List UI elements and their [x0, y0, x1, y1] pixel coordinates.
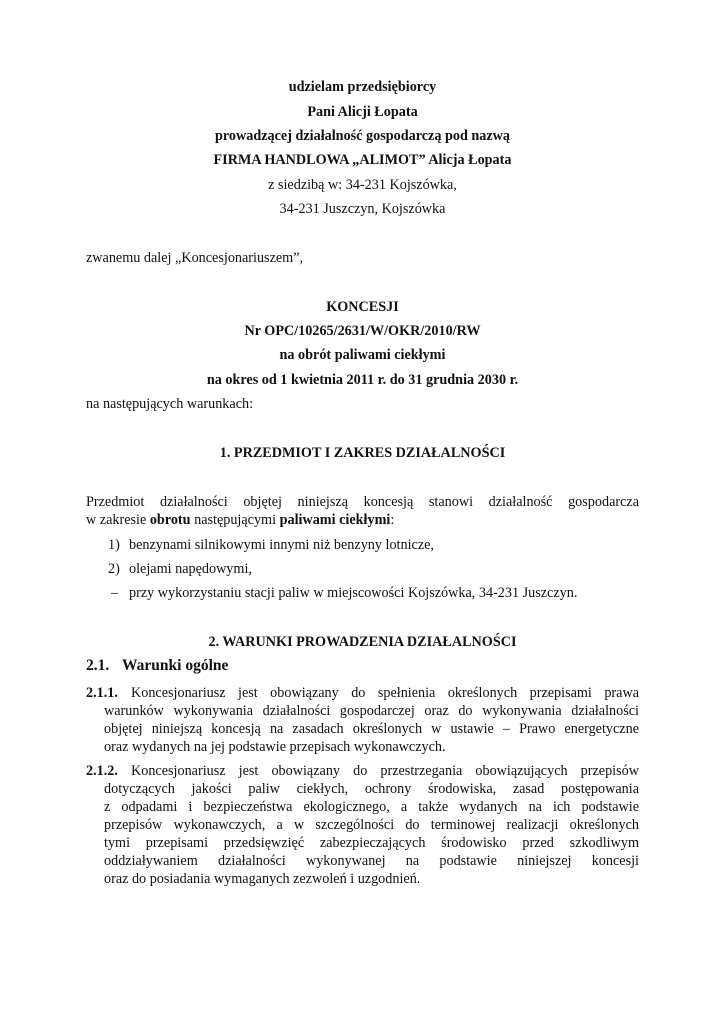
list-marker-1: 1)	[108, 537, 120, 553]
clause-2-1-2-number: 2.1.2.	[86, 763, 118, 779]
grant-line-1: udzielam przedsiębiorcy	[288, 79, 437, 95]
section2-heading: 2. WARUNKI PROWADZENIA DZIAŁALNOŚCI	[208, 634, 517, 650]
grant-line-4: FIRMA HANDLOWA „ALIMOT” Alicja Łopata	[213, 152, 512, 168]
referred-text: zwanemu dalej „Koncesjonariuszem”,	[86, 250, 304, 266]
clause-2-1-1-line-4: oraz wydanych na jej podstawie przepisach wykonawczych.	[104, 739, 446, 755]
clause-2-1-2-line-3: z odpadami i bezpieczeństwa ekologicznego, a także wydanych na ich podstawie	[104, 799, 639, 815]
section1-heading: 1. PRZEDMIOT I ZAKRES DZIAŁALNOŚCI	[219, 445, 506, 461]
clause-2-1-2-line-5: tymi przepisami przedsięwzięć zabezpieczających środowisko przed szkodliwym	[104, 835, 639, 851]
clause-2-1-2-line-2: dotyczących jakości paliw ciekłych, ochrony środowiska, zasad postępowania	[104, 781, 639, 797]
list-marker-2: 2)	[108, 561, 120, 577]
list-item-2: olejami napędowymi,	[129, 561, 252, 577]
concession-number: Nr OPC/10265/2631/W/OKR/2010/RW	[244, 323, 481, 339]
grant-line-3: prowadzącej działalność gospodarczą pod nazwą	[214, 128, 511, 144]
section1-para-line-1: Przedmiot działalności objętej niniejszą koncesją stanowi działalność gospodarcza	[86, 494, 639, 510]
list-marker-3: –	[111, 585, 119, 601]
list-item-3: przy wykorzystaniu stacji paliw w miejscowości Kojszówka, 34-231 Juszczyn.	[129, 585, 578, 601]
clause-2-1-1-line-2: warunków wykonywania działalności gospodarczej oraz do wykonywania działalności	[104, 703, 639, 719]
subsection-number: 2.1.	[86, 657, 110, 674]
concession-title: KONCESJI	[326, 299, 399, 315]
paliwami-bold: paliwami ciekłymi	[279, 512, 391, 528]
clause-2-1-2-line-4: przepisów wykonawczych, a w szczególności do terminowej realizacji określonych	[104, 817, 639, 833]
grant-line-5: z siedzibą w: 34-231 Kojszówka,	[268, 177, 457, 193]
list-item-1: benzynami silnikowymi innymi niż benzyny lotnicze,	[129, 537, 434, 553]
subsection-title: Warunki ogólne	[122, 657, 229, 674]
clause-2-1-2-line-1: Koncesjonariusz jest obowiązany do przestrzegania obowiązujących przepisów	[131, 763, 639, 779]
clause-2-1-2-line-7: oraz do posiadania wymaganych zezwoleń i uzgodnień.	[104, 871, 421, 887]
clause-2-1-1-line-1: Koncesjonariusz jest obowiązany do spełnienia określonych przepisami prawa	[131, 685, 639, 701]
conditions-intro: na następujących warunkach:	[86, 396, 254, 412]
clause-2-1-1-line-3: objętej niniejszą koncesją na zasadach określonych w ustawie – Prawo energetyczne	[104, 721, 639, 737]
section1-para-line-2: w zakresie obrotu następującymi paliwami ciekłymi:	[86, 512, 395, 528]
grant-line-6: 34-231 Juszczyn, Kojszówka	[279, 201, 446, 217]
concession-period: na okres od 1 kwietnia 2011 r. do 31 grudnia 2030 r.	[206, 372, 519, 388]
obrotu-bold: obrotu	[149, 512, 191, 528]
grant-line-2: Pani Alicji Łopata	[307, 104, 418, 120]
clause-2-1-1-number: 2.1.1.	[86, 685, 118, 701]
clause-2-1-2-line-6: oddziaływaniem działalności wykonywanej na podstawie niniejszej koncesji	[104, 853, 639, 869]
concession-subject: na obrót paliwami ciekłymi	[279, 347, 446, 363]
